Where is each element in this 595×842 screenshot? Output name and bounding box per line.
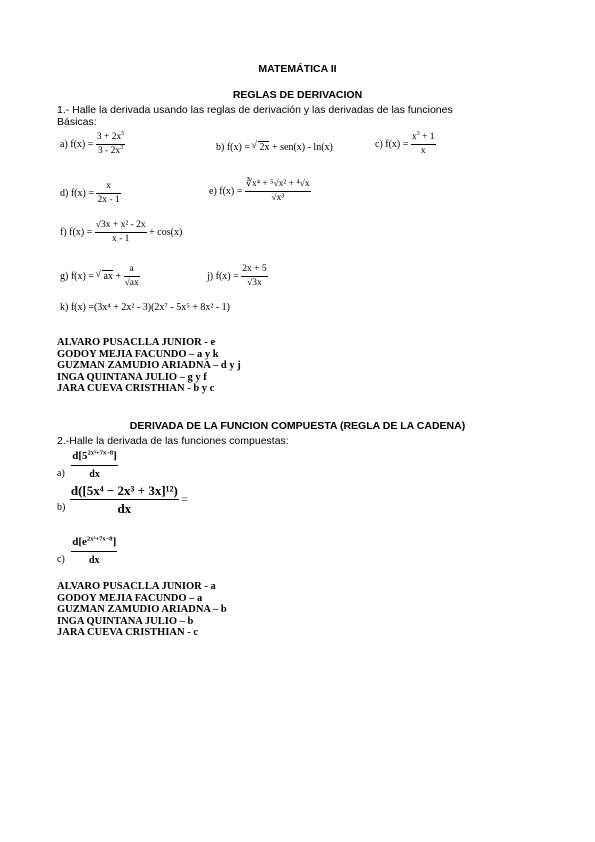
exercise-b-root: √ 2x (258, 141, 269, 153)
assignment-row: ALVARO PUSACLLA JUNIOR - e (57, 337, 216, 348)
exercise-2c-close: ] (112, 536, 117, 548)
exercise-f-label: f) f(x) = (60, 226, 93, 238)
exercise-e-numerator: ∛x⁴ + ⁵√x² + ⁴√x (245, 179, 311, 192)
exercise-2c-label: c) (57, 554, 65, 565)
exercise-2a-numerator: d[5 (72, 450, 88, 462)
exercise-d (60, 181, 121, 206)
exercise-2b-denominator: dx (117, 501, 132, 516)
exercise-c-numerator: x (411, 132, 417, 142)
exercise-g-numerator: a (124, 264, 140, 277)
exercise-2a (57, 449, 118, 482)
exercise-b (216, 141, 333, 153)
exercise-d-label: d) f(x) = (60, 187, 94, 199)
exercise-g-root: √ ax (102, 270, 112, 282)
exercise-j-label: j) f(x) = (207, 270, 239, 282)
exercise-f-denominator: x - 1 (112, 234, 130, 244)
exercise-k: k) f(x) =(3x⁴ + 2x² - 3)(2x⁷ - 5x⁵ + 8x² - 1) (60, 302, 231, 313)
exercise-f (60, 220, 182, 245)
exercise-g-label: g) f(x) = (60, 270, 94, 282)
exercise-a-denominator: 3 - 2x (98, 146, 121, 156)
assignment-row: ALVARO PUSACLLA JUNIOR - a (57, 581, 216, 592)
exercise-g-plus: + (115, 270, 122, 282)
exercise-a-label: a) f(x) = (60, 138, 94, 150)
question-1-line1: 1.- Halle la derivada usando las reglas de derivación y las derivadas de las funciones (57, 104, 453, 116)
exercise-j-numerator: 2x + 5 (241, 264, 267, 277)
exercise-f-rest: + cos(x) (149, 226, 183, 238)
assignment-row: JARA CUEVA CRISTHIAN - b y c (57, 383, 215, 395)
exercise-2a-close: ] (113, 450, 117, 462)
exercise-j (207, 264, 268, 289)
exercise-e-denominator: √x³ (271, 193, 285, 203)
course-title: MATEMÁTICA II (258, 63, 337, 75)
question-2: 2.-Halle la derivada de las funciones compuestas: (57, 435, 289, 447)
exercise-a (60, 132, 125, 157)
exercise-a-numerator: 3 + 2x (96, 132, 122, 142)
assignment-row: INGA QUINTANA JULIO – g y f (57, 371, 207, 383)
exercise-c-num-rest: + 1 (419, 132, 435, 142)
exercise-g (60, 264, 140, 289)
exercise-e-label: e) f(x) = (209, 185, 243, 197)
exercise-g-denominator: √ax (124, 278, 139, 288)
exercise-d-numerator: x (96, 181, 120, 194)
exercise-2c-numerator: d[e (72, 536, 87, 548)
assignment-row: GUZMAN ZAMUDIO ARIADNA – d y j (57, 360, 241, 372)
exercise-a-num-exponent: 5 (121, 130, 125, 137)
exercise-c-denominator: x (420, 146, 426, 156)
assignment-list-1 (57, 337, 241, 395)
exercise-e (209, 179, 311, 204)
assignment-row: GODOY MEJIA FACUNDO – a (57, 592, 203, 604)
exercise-2b-numerator: d([5x⁴ − 2x³ + 3x]¹²) (70, 483, 178, 498)
exercise-c-label: c) f(x) = (375, 138, 409, 150)
exercise-2c-denominator: dx (88, 555, 100, 566)
question-1-line2: Básicas: (57, 116, 97, 128)
exercise-c (375, 132, 436, 157)
exercise-2a-label: a) (57, 468, 65, 479)
exercise-a-den-exponent: 3 (120, 144, 124, 151)
exercise-2b-label: b) (57, 502, 66, 513)
exercise-f-numerator: √3x + x² - 2x (95, 220, 147, 233)
section-title-rules: REGLAS DE DERIVACION (232, 89, 363, 101)
exercise-c-num-exponent: 3 (416, 130, 420, 137)
assignment-row: JARA CUEVA CRISTHIAN - c (57, 627, 198, 639)
assignment-list-2 (57, 581, 227, 639)
assignment-row: GODOY MEJIA FACUNDO – a y k (57, 348, 219, 360)
exercise-2b-equals: = (181, 492, 189, 506)
exercise-b-label: b) f(x) = (216, 142, 250, 153)
section-title-chain-rule: DERIVADA DE LA FUNCION COMPUESTA (REGLA DE LA CADENA) (129, 420, 466, 432)
assignment-row: GUZMAN ZAMUDIO ARIADNA – b (57, 604, 227, 616)
exercise-2c-exponent: 2x³+7x−8 (86, 535, 113, 543)
exercise-2a-exponent: 2x³+7x−8 (87, 449, 114, 457)
assignment-row: INGA QUINTANA JULIO – b (57, 615, 194, 627)
exercise-b-rest: + sen(x) - ln(x) (271, 142, 333, 153)
exercise-j-denominator: √3x (247, 278, 262, 288)
exercise-2b (57, 483, 188, 516)
exercise-2c (57, 535, 117, 568)
exercise-2a-denominator: dx (89, 469, 100, 480)
exercise-d-denominator: 2x - 1 (97, 195, 120, 205)
